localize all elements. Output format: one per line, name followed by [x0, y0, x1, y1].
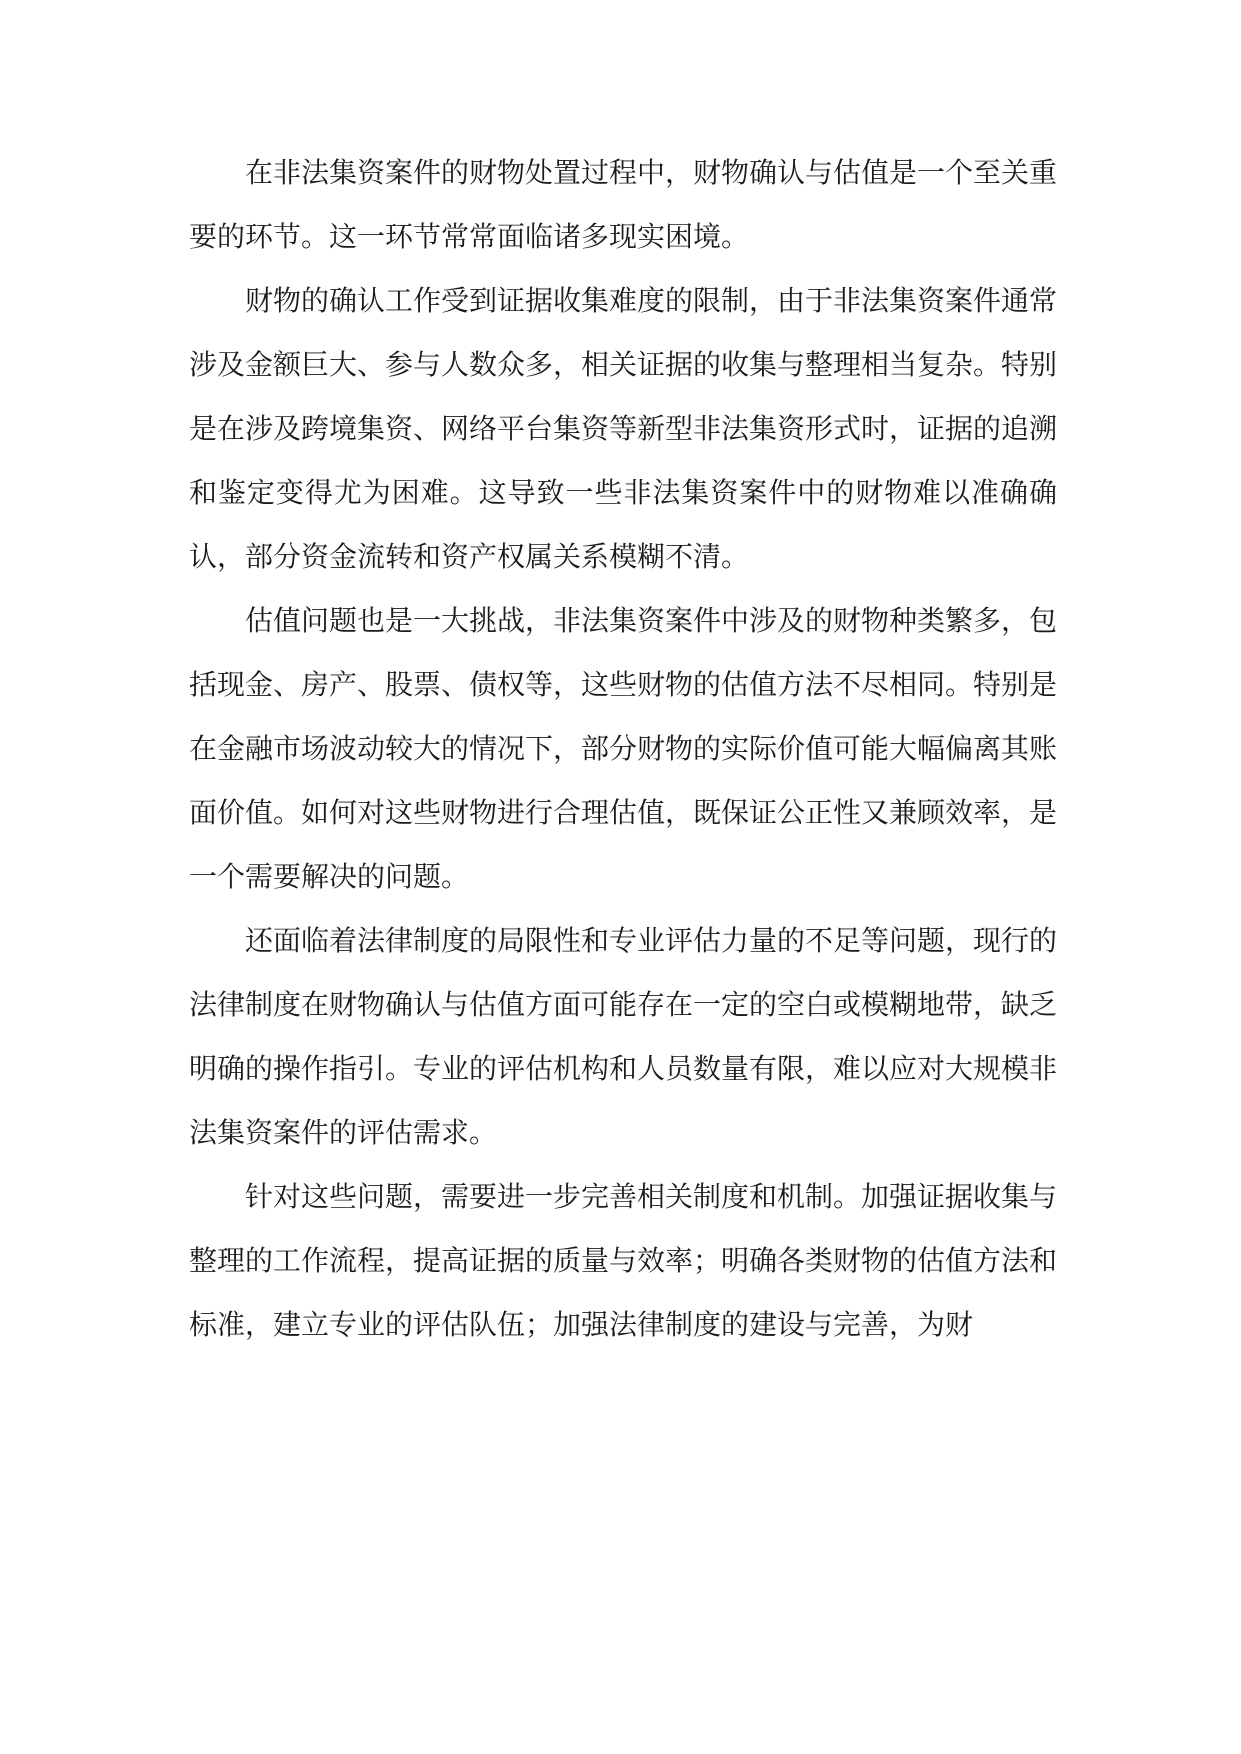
paragraph-5: 针对这些问题，需要进一步完善相关制度和机制。加强证据收集与整理的工作流程，提高证据的质量与效率；明确各类财物的估值方法和标准，建立专业的评估队伍；加强法律制度的建设与完善，为财: [189, 1180, 1058, 1341]
paragraph-3: 估值问题也是一大挑战，非法集资案件中涉及的财物种类繁多，包括现金、房产、股票、债权等，这些财物的估值方法不尽相同。特别是在金融市场波动较大的情况下，部分财物的实际价值可能大幅偏离其账面价值。如何对这些财物进行合理估值，既保证公正性又兼顾效率，是一个需要解决的问题。: [189, 604, 1058, 893]
paragraph-4: 还面临着法律制度的局限性和专业评估力量的不足等问题，现行的法律制度在财物确认与估值方面可能存在一定的空白或模糊地带，缺乏明确的操作指引。专业的评估机构和人员数量有限，难以应对大规模非法集资案件的评估需求。: [189, 924, 1058, 1149]
paragraph-1: 在非法集资案件的财物处置过程中，财物确认与估值是一个至关重要的环节。这一环节常常面临诸多现实困境。: [189, 156, 1058, 253]
paragraph-2: 财物的确认工作受到证据收集难度的限制，由于非法集资案件通常涉及金额巨大、参与人数众多，相关证据的收集与整理相当复杂。特别是在涉及跨境集资、网络平台集资等新型非法集资形式时，证据的追溯和鉴定变得尤为困难。这导致一些非法集资案件中的财物难以准确确认，部分资金流转和资产权属关系模糊不清。: [189, 284, 1058, 573]
document-body: [189, 141, 1057, 1357]
